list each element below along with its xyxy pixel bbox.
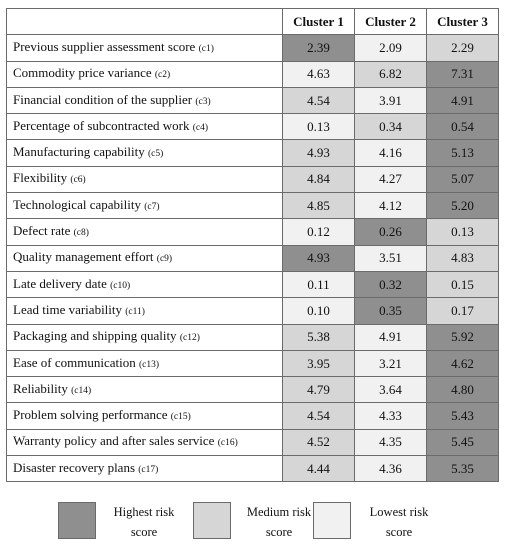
- header-cluster-2: Cluster 2: [355, 9, 427, 35]
- table-row: [7, 271, 499, 297]
- criterion-code: (c8): [73, 228, 89, 239]
- table-header-row: [7, 9, 499, 35]
- cluster-1-score-cell: 4.79: [283, 377, 355, 403]
- criterion-name-cell: [7, 35, 283, 61]
- cluster-3-score-cell: 4.62: [427, 350, 499, 376]
- criterion-name-cell: [7, 87, 283, 113]
- legend-high-line1: Highest risk: [113, 505, 175, 519]
- cluster-2-score-cell: 4.27: [355, 166, 427, 192]
- criterion-code: (c16): [217, 438, 238, 449]
- legend-low-line2: score: [385, 525, 413, 539]
- cluster-1-score-cell: 4.93: [283, 245, 355, 271]
- table-row: [7, 324, 499, 350]
- criterion-code: (c9): [156, 254, 173, 265]
- cluster-2-score-cell: 4.36: [355, 456, 427, 482]
- legend-medium-line1: Medium risk: [246, 505, 312, 519]
- legend-medium-line2: score: [265, 525, 293, 539]
- criterion-label: Reliability: [13, 380, 68, 396]
- criterion-name-cell: [7, 350, 283, 376]
- cluster-3-score-cell: 0.13: [427, 219, 499, 245]
- cluster-1-score-cell: 0.10: [283, 298, 355, 324]
- criterion-label: Problem solving performance: [13, 407, 168, 423]
- cluster-2-score-cell: 3.21: [355, 350, 427, 376]
- risk-score-table: [6, 8, 499, 482]
- criterion-name-cell: [7, 429, 283, 455]
- cluster-3-score-cell: 5.45: [427, 429, 499, 455]
- criterion-name-cell: [7, 193, 283, 219]
- cluster-2-score-cell: 4.33: [355, 403, 427, 429]
- criterion-label: Disaster recovery plans: [13, 459, 136, 475]
- table-row: [7, 114, 499, 140]
- cluster-3-score-cell: 7.31: [427, 61, 499, 87]
- risk-legend: [0, 500, 505, 544]
- cluster-2-score-cell: 0.32: [355, 271, 427, 297]
- cluster-3-score-cell: 5.92: [427, 324, 499, 350]
- criterion-label: Financial condition of the supplier: [13, 91, 193, 107]
- cluster-3-score-cell: 0.54: [427, 114, 499, 140]
- cluster-3-score-cell: 5.35: [427, 456, 499, 482]
- table-row: [7, 35, 499, 61]
- criterion-code: (c17): [138, 464, 159, 475]
- cluster-1-score-cell: 4.84: [283, 166, 355, 192]
- cluster-1-score-cell: 2.39: [283, 35, 355, 61]
- table-row: [7, 193, 499, 219]
- cluster-1-score-cell: 4.63: [283, 61, 355, 87]
- legend-item-low: [313, 500, 443, 544]
- legend-swatch-high: [58, 502, 96, 539]
- cluster-3-score-cell: 4.91: [427, 87, 499, 113]
- criterion-code: (c1): [198, 43, 214, 54]
- criterion-label: Ease of communication: [13, 354, 136, 370]
- cluster-3-score-cell: 5.13: [427, 140, 499, 166]
- cluster-1-score-cell: 3.95: [283, 350, 355, 376]
- table-row: [7, 140, 499, 166]
- cluster-2-score-cell: 0.34: [355, 114, 427, 140]
- criterion-code: (c3): [195, 96, 211, 107]
- criterion-code: (c4): [192, 122, 209, 133]
- cluster-1-score-cell: 0.11: [283, 271, 355, 297]
- cluster-2-score-cell: 4.16: [355, 140, 427, 166]
- table-row: [7, 61, 499, 87]
- criterion-label: Quality management effort: [13, 249, 154, 265]
- criterion-name-cell: [7, 219, 283, 245]
- table-row: [7, 298, 499, 324]
- cluster-2-score-cell: 4.35: [355, 429, 427, 455]
- table-row: [7, 456, 499, 482]
- criterion-code: (c10): [110, 280, 131, 291]
- table-row: [7, 87, 499, 113]
- cluster-2-score-cell: 6.82: [355, 61, 427, 87]
- criterion-code: (c13): [139, 359, 160, 370]
- criterion-name-cell: [7, 298, 283, 324]
- criterion-label: Previous supplier assessment score: [13, 38, 196, 54]
- cluster-3-score-cell: 2.29: [427, 35, 499, 61]
- cluster-3-score-cell: 0.17: [427, 298, 499, 324]
- cluster-3-score-cell: 5.43: [427, 403, 499, 429]
- criterion-name-cell: [7, 456, 283, 482]
- cluster-3-score-cell: 5.20: [427, 193, 499, 219]
- cluster-2-score-cell: 2.09: [355, 35, 427, 61]
- criterion-code: (c12): [179, 333, 200, 344]
- criterion-name-cell: [7, 114, 283, 140]
- legend-item-medium: [193, 500, 323, 544]
- header-cluster-1: Cluster 1: [283, 9, 355, 35]
- criterion-code: (c14): [71, 385, 92, 396]
- header-corner-cell: [7, 9, 283, 35]
- table-row: [7, 219, 499, 245]
- criterion-label: Commodity price variance: [13, 65, 152, 81]
- cluster-3-score-cell: 4.80: [427, 377, 499, 403]
- criterion-name-cell: [7, 403, 283, 429]
- criterion-name-cell: [7, 271, 283, 297]
- cluster-3-score-cell: 5.07: [427, 166, 499, 192]
- cluster-1-score-cell: 5.38: [283, 324, 355, 350]
- cluster-1-score-cell: 4.54: [283, 87, 355, 113]
- criterion-code: (c15): [170, 412, 191, 423]
- legend-item-high: [58, 500, 188, 544]
- criterion-label: Technological capability: [13, 196, 141, 212]
- criterion-label: Warranty policy and after sales service: [13, 433, 215, 449]
- criterion-code: (c2): [154, 70, 171, 81]
- criterion-name-cell: [7, 140, 283, 166]
- cluster-1-score-cell: 0.13: [283, 114, 355, 140]
- table-row: [7, 429, 499, 455]
- cluster-1-score-cell: 4.44: [283, 456, 355, 482]
- table-row: [7, 377, 499, 403]
- criterion-label: Packaging and shipping quality: [13, 328, 177, 344]
- cluster-2-score-cell: 0.26: [355, 219, 427, 245]
- cluster-2-score-cell: 3.64: [355, 377, 427, 403]
- criterion-name-cell: [7, 61, 283, 87]
- table-row: [7, 403, 499, 429]
- criterion-code: (c5): [148, 149, 164, 160]
- criterion-name-cell: [7, 166, 283, 192]
- criterion-label: Percentage of subcontracted work: [13, 117, 190, 133]
- table-row: [7, 166, 499, 192]
- cluster-1-score-cell: 4.54: [283, 403, 355, 429]
- cluster-1-score-cell: 0.12: [283, 219, 355, 245]
- table-body: [7, 35, 499, 482]
- cluster-1-score-cell: 4.85: [283, 193, 355, 219]
- criterion-label: Manufacturing capability: [13, 144, 145, 160]
- criterion-label: Defect rate: [13, 223, 71, 239]
- criterion-code: (c11): [125, 306, 145, 317]
- cluster-1-score-cell: 4.93: [283, 140, 355, 166]
- criterion-label: Lead time variability: [13, 301, 123, 317]
- criterion-code: (c6): [70, 175, 86, 186]
- legend-high-line2: score: [130, 525, 158, 539]
- cluster-1-score-cell: 4.52: [283, 429, 355, 455]
- legend-low-line1: Lowest risk: [369, 505, 429, 519]
- criterion-label: Flexibility: [13, 170, 68, 186]
- cluster-2-score-cell: 3.91: [355, 87, 427, 113]
- legend-swatch-low: [313, 502, 351, 539]
- criterion-label: Late delivery date: [13, 275, 107, 291]
- table-row: [7, 245, 499, 271]
- legend-label-low: [357, 502, 441, 542]
- cluster-3-score-cell: 0.15: [427, 271, 499, 297]
- criterion-name-cell: [7, 377, 283, 403]
- legend-swatch-medium: [193, 502, 231, 539]
- cluster-2-score-cell: 4.91: [355, 324, 427, 350]
- cluster-2-score-cell: 3.51: [355, 245, 427, 271]
- cluster-2-score-cell: 0.35: [355, 298, 427, 324]
- criterion-name-cell: [7, 245, 283, 271]
- cluster-2-score-cell: 4.12: [355, 193, 427, 219]
- criterion-code: (c7): [144, 201, 160, 212]
- criterion-name-cell: [7, 324, 283, 350]
- legend-label-high: [102, 502, 186, 542]
- table-row: [7, 350, 499, 376]
- legend-label-medium: [237, 502, 321, 542]
- header-cluster-3: Cluster 3: [427, 9, 499, 35]
- cluster-3-score-cell: 4.83: [427, 245, 499, 271]
